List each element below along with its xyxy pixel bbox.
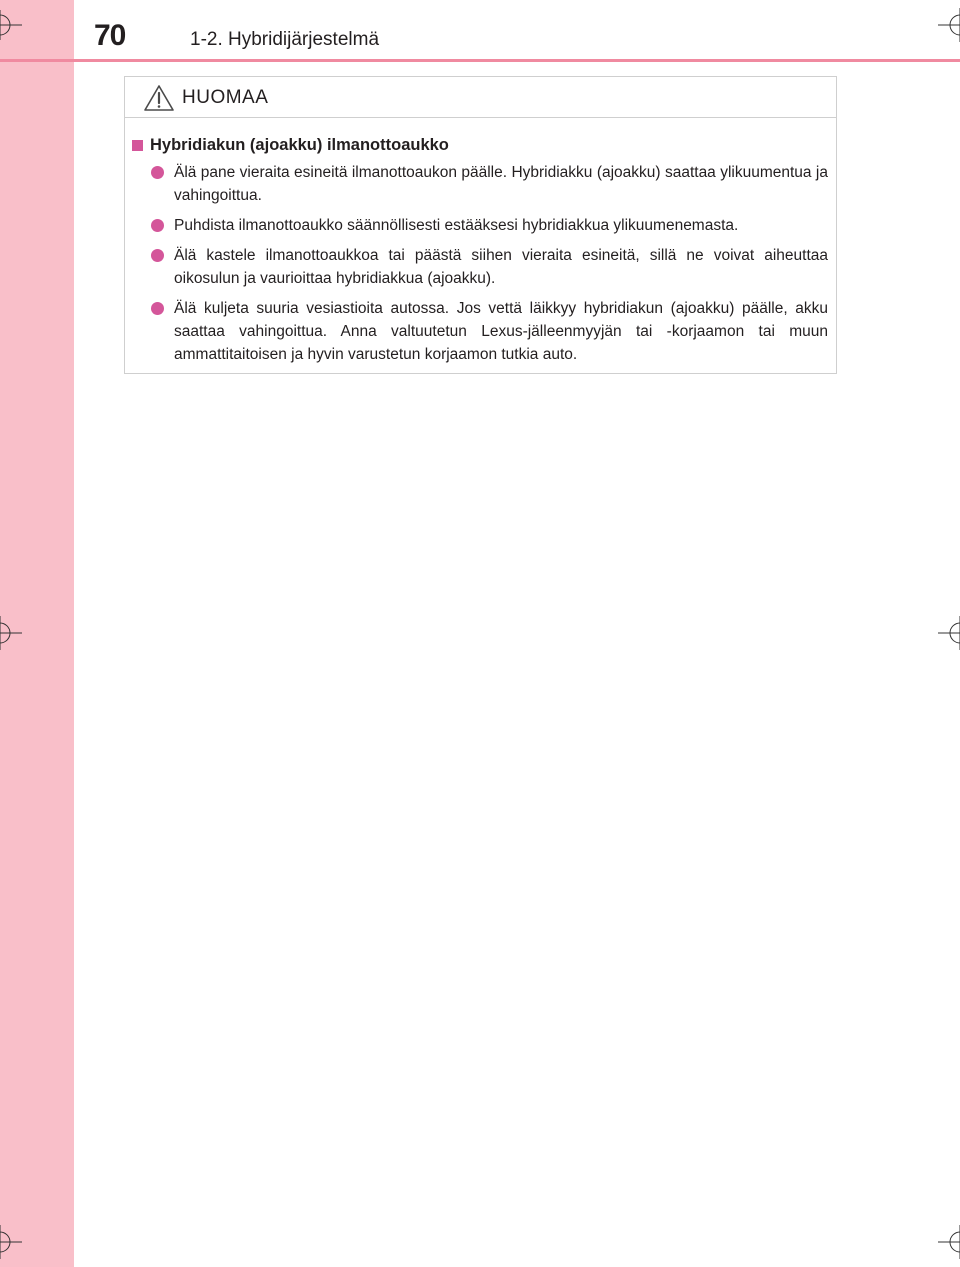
dot-bullet-icon [151, 219, 164, 232]
list-item-text: Älä kastele ilmanottoaukkoa tai päästä siihen vieraita esineitä, sillä ne voivat aiheuttaa oikosulun ja vaurioittaa hybridiakkua (ajoakku). [174, 247, 828, 287]
list-item-text: Älä kuljeta suuria vesiastioita autossa. Jos vettä läikkyy hybridiakun (ajoakku) päälle, akku saattaa vahingoittua. Anna valtuutetun Lexus-jälleenmyyjän tai -korjaamon tai muun ammattitaitoisen ja hyvin varustetun korjaamon tutkia auto. [174, 300, 828, 363]
notice-body [125, 118, 836, 366]
list-item [149, 297, 828, 366]
square-bullet-icon [132, 140, 143, 151]
crop-mark-icon [0, 10, 24, 40]
notice-subheading [132, 133, 828, 157]
crop-mark-icon [938, 616, 960, 650]
list-item-text: Puhdista ilmanottoaukko säännöllisesti estääksesi hybridiakkua ylikuumenemasta. [174, 217, 739, 234]
page-number: 70 [94, 19, 126, 52]
dot-bullet-icon [151, 166, 164, 179]
list-item [149, 244, 828, 290]
crop-mark-icon [0, 616, 24, 650]
list-item [149, 214, 828, 237]
notice-header [125, 77, 836, 118]
section-title: 1-2. Hybridijärjestelmä [190, 29, 380, 50]
dot-bullet-icon [151, 249, 164, 262]
crop-mark-icon [938, 8, 960, 42]
crop-mark-icon [938, 1225, 960, 1259]
notice-label: HUOMAA [182, 87, 269, 108]
dot-bullet-icon [151, 302, 164, 315]
header-rule [0, 59, 960, 62]
notice-list [132, 161, 828, 366]
list-item-text: Älä pane vieraita esineitä ilmanottoaukon päälle. Hybridiakku (ajoakku) saattaa ylikuumentua ja vahingoittua. [174, 164, 828, 204]
warning-triangle-icon [143, 84, 175, 112]
list-item [149, 161, 828, 207]
crop-mark-icon [0, 1225, 24, 1259]
subheading-text: Hybridiakun (ajoakku) ilmanottoaukko [150, 136, 449, 154]
notice-box [124, 76, 837, 374]
